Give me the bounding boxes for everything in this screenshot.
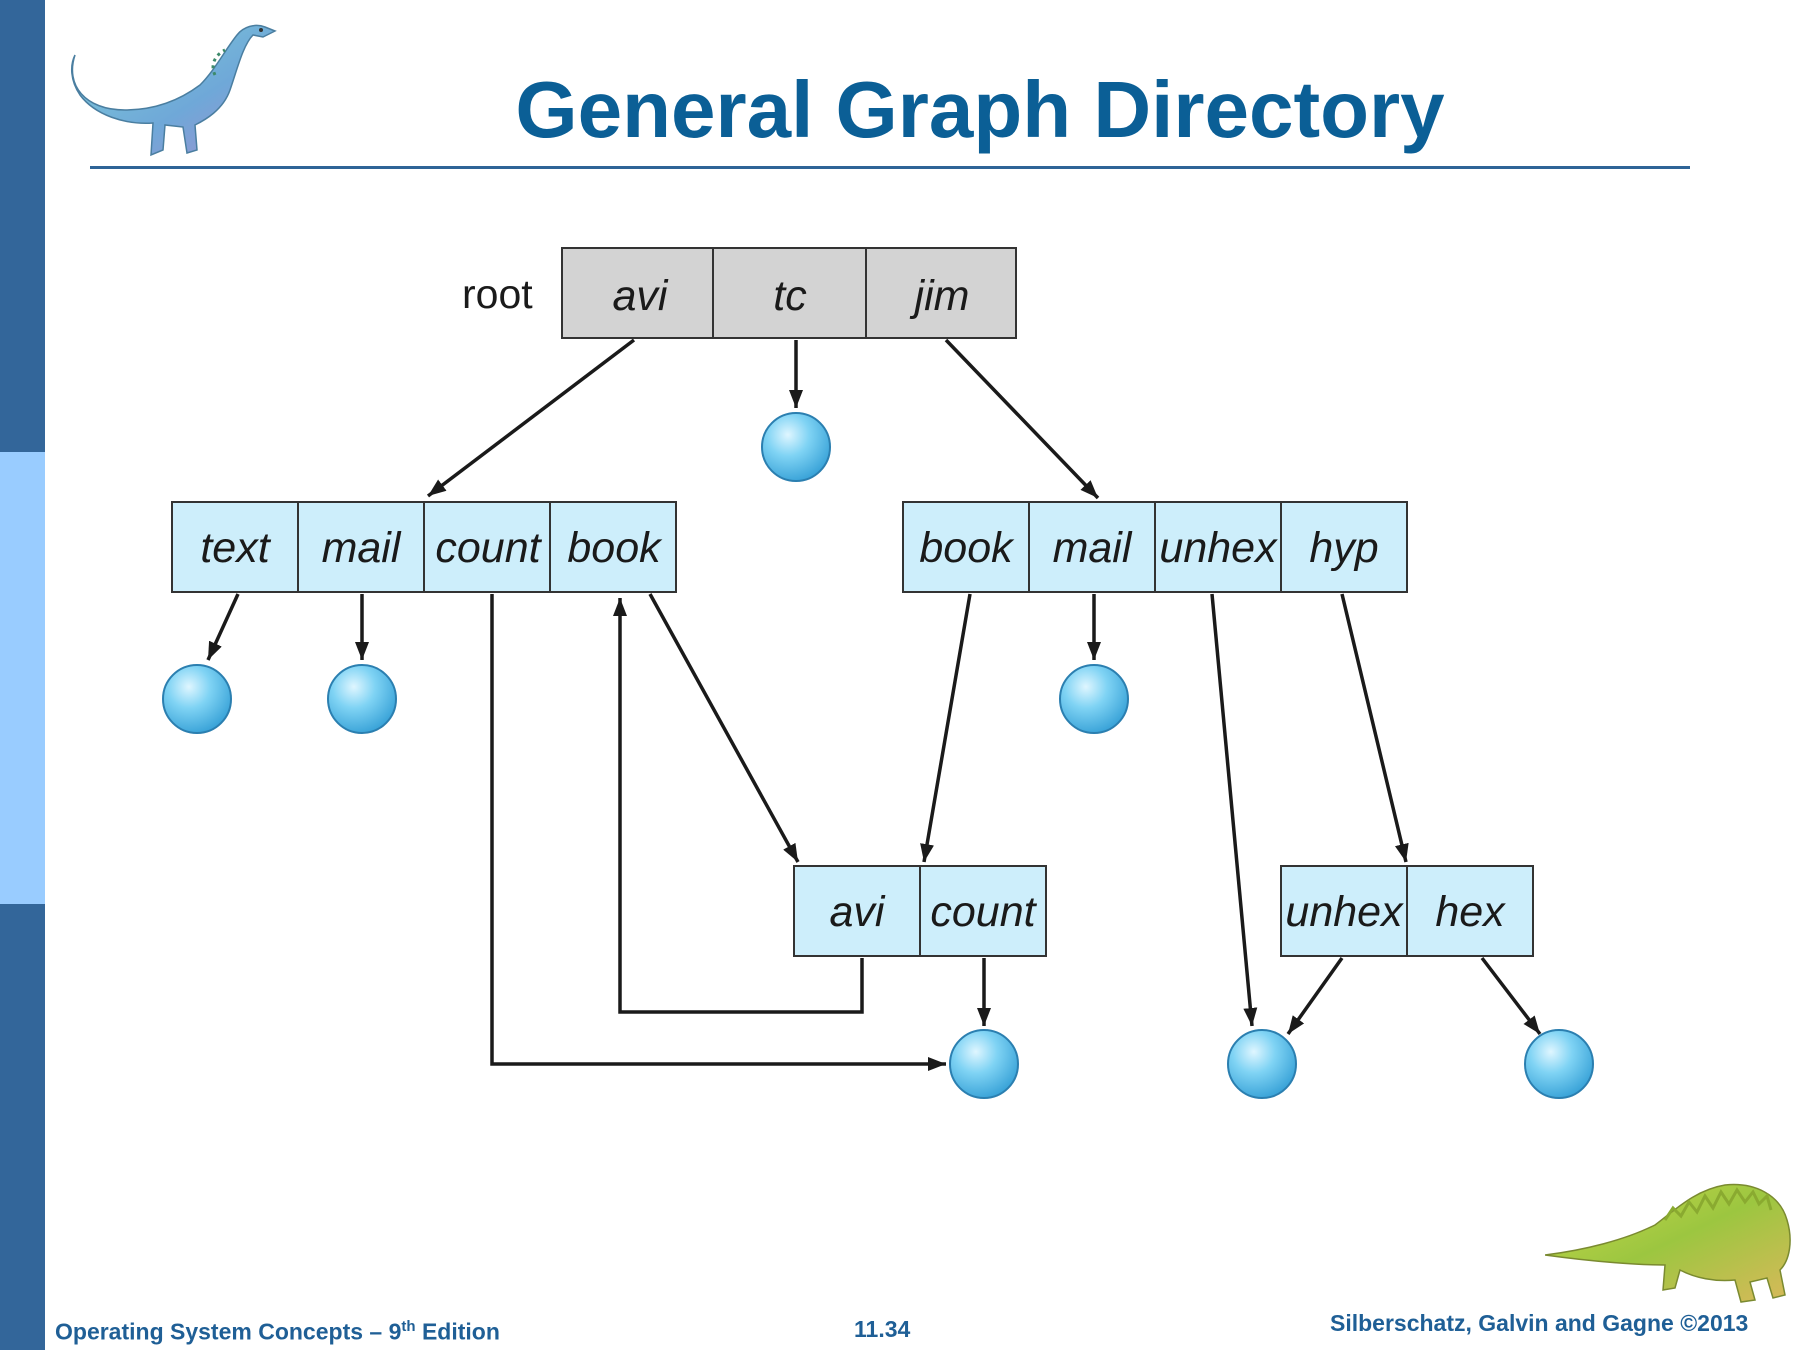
edge-avi-count-file: [492, 594, 946, 1064]
slide-title: General Graph Directory: [515, 65, 1445, 154]
dinosaur-logo-bottom: [1545, 1170, 1795, 1305]
edge-avi-book: [650, 594, 798, 862]
jim-entry-mail: mail: [1052, 524, 1132, 572]
root-label: root: [462, 271, 533, 317]
file-node-text: [163, 665, 231, 733]
edge-jim-unhex: [1212, 594, 1252, 1026]
avi-directory: [172, 502, 676, 592]
hyp-entry-hex: hex: [1435, 888, 1505, 936]
file-node-mail-avi: [328, 665, 396, 733]
shared-directory: [794, 866, 1046, 956]
footer-book-title: Operating System Concepts – 9th Edition: [55, 1318, 500, 1345]
footer-page-number: 11.34: [854, 1316, 911, 1342]
avi-entry-book: book: [567, 524, 661, 572]
avi-entry-mail: mail: [321, 524, 401, 572]
file-node-count: [950, 1030, 1018, 1098]
avi-entry-text: text: [200, 524, 270, 572]
hyp-entry-unhex: unhex: [1285, 888, 1403, 936]
edge-jim-hyp: [1342, 594, 1406, 862]
file-node-tc: [762, 413, 830, 481]
edge-avi-text: [208, 594, 238, 660]
avi-entry-count: count: [435, 524, 541, 572]
edge-hyp-unhex: [1288, 958, 1342, 1034]
edge-root-jim: [946, 340, 1098, 498]
file-node-unhex: [1228, 1030, 1296, 1098]
root-entry-avi: avi: [612, 272, 668, 320]
edge-jim-book: [924, 594, 970, 862]
root-entry-tc: tc: [773, 272, 807, 320]
jim-entry-hyp: hyp: [1309, 524, 1379, 572]
shared-entry-avi: avi: [829, 888, 885, 936]
jim-entry-unhex: unhex: [1159, 524, 1277, 572]
edge-root-avi: [428, 340, 634, 496]
root-directory: [562, 248, 1016, 338]
footer-authors: Silberschatz, Galvin and Gagne ©2013: [1330, 1310, 1749, 1336]
root-entry-jim: jim: [914, 272, 970, 320]
hyp-directory: [1281, 866, 1533, 956]
shared-entry-count: count: [930, 888, 1036, 936]
file-node-mail-jim: [1060, 665, 1128, 733]
file-node-hex: [1525, 1030, 1593, 1098]
edge-hyp-hex: [1482, 958, 1540, 1034]
jim-directory: [903, 502, 1407, 592]
jim-entry-book: book: [919, 524, 1013, 572]
